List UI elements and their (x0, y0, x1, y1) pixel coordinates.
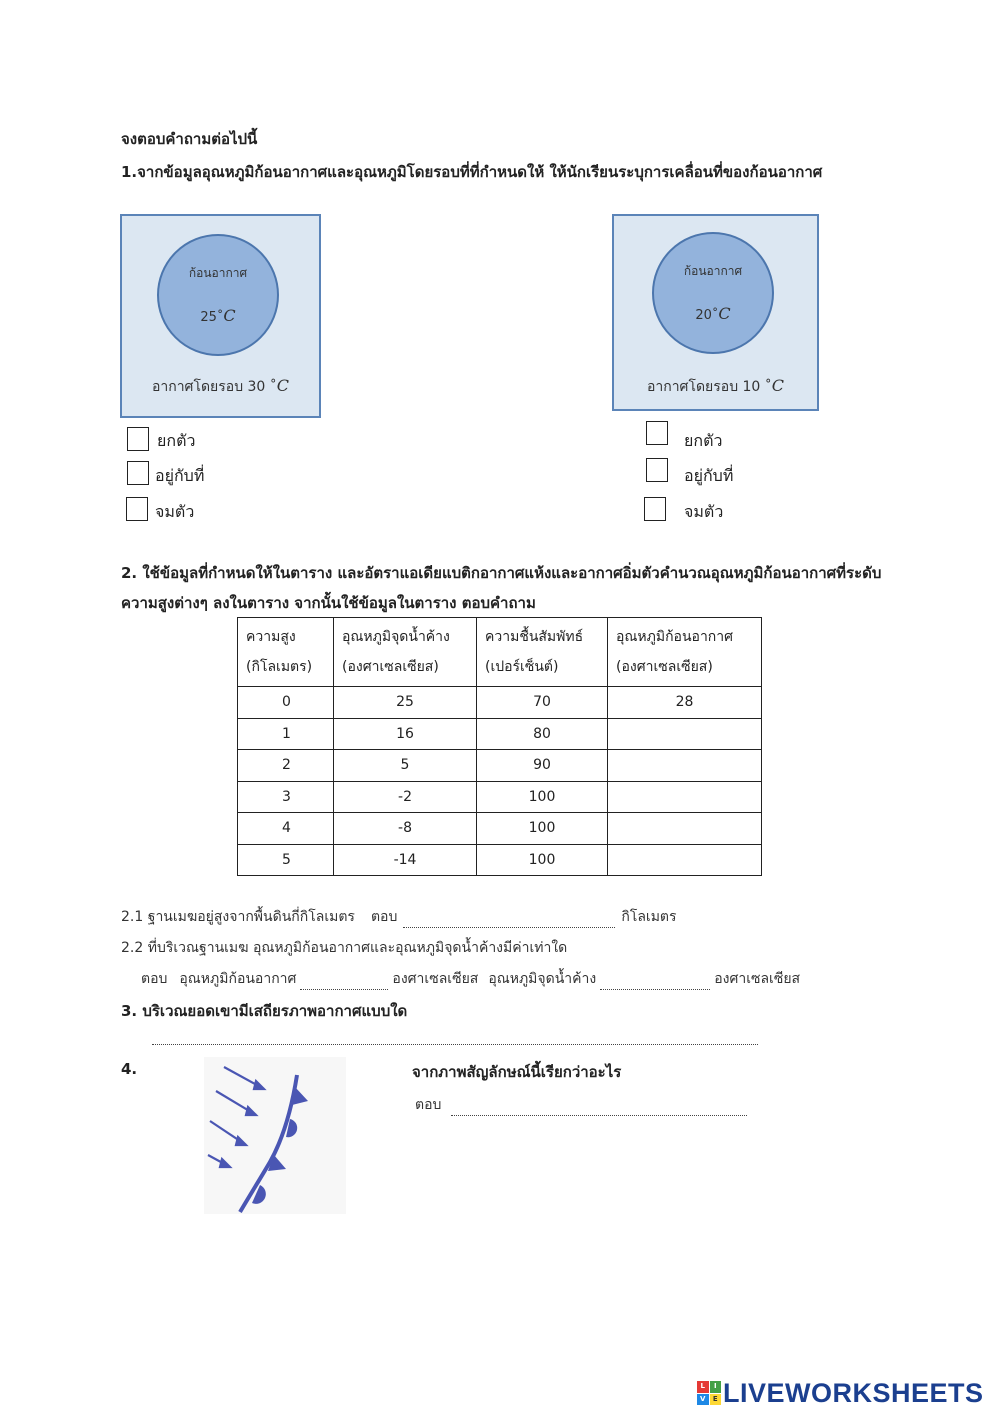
environment-temperature: อากาศโดยรอบ 10 ˚C (646, 376, 785, 395)
option-stay-label: อยู่กับที่ (684, 466, 734, 485)
checkbox-sink-2[interactable] (644, 497, 666, 521)
table-row (238, 750, 762, 782)
header-parcel-temp: อุณหภูมิก้อนอากาศ (องศาเซลเซียส) (608, 618, 762, 687)
header-altitude: ความสูง (กิโลเมตร) (238, 618, 334, 687)
air-parcel-panel-2 (612, 214, 819, 411)
unit-label: กิโลเมตร (621, 909, 677, 925)
air-parcel-circle-2 (652, 232, 774, 354)
air-parcel-panel-1 (120, 214, 321, 418)
checkbox-rise-2[interactable] (646, 421, 668, 445)
option-sink-label: จมตัว (684, 502, 724, 521)
option-rise-label: ยกตัว (684, 431, 723, 450)
question-4-number: 4. (121, 1060, 138, 1078)
liveworksheets-logo[interactable] (697, 1378, 984, 1408)
question-2-2-answer (141, 968, 800, 990)
cold-front-symbol-image (204, 1057, 346, 1214)
unit-label: องศาเซลเซียส (714, 971, 801, 987)
checkbox-stay-1[interactable] (127, 461, 149, 485)
dewpoint-label: อุณหภูมิจุดน้ำค้าง (488, 971, 597, 987)
parcel-temperature: 25˚C (200, 306, 236, 325)
data-table (237, 617, 762, 876)
parcel-label: ก้อนอากาศ (683, 264, 743, 278)
cell-dewpoint: 5 (334, 750, 477, 782)
question-2-text-line1: 2. ใช้ข้อมูลที่กำหนดให้ในตาราง และอัตราแอเดียแบติกอากาศแห้งและอากาศอิ่มตัวคำนวณอุณหภูมิก้อนอากาศที่ระดับ (121, 564, 882, 582)
instructions-title: จงตอบคำถามต่อไปนี้ (121, 130, 258, 148)
weather-front-symbol (204, 1057, 346, 1214)
cell-dewpoint: -8 (334, 813, 477, 845)
table-row (238, 718, 762, 750)
table-row (238, 687, 762, 719)
cell-altitude: 2 (238, 750, 334, 782)
cell-humidity: 100 (477, 813, 608, 845)
option-stay-label: อยู่กับที่ (155, 466, 205, 485)
parcel-temp-label: อุณหภูมิก้อนอากาศ (179, 971, 297, 987)
cell-humidity: 70 (477, 687, 608, 719)
table-header-row (238, 618, 762, 687)
cell-parcel-temp[interactable] (608, 750, 762, 782)
option-sink-label: จมตัว (155, 502, 195, 521)
stability-answer-input[interactable] (152, 1028, 758, 1045)
environment-temperature: อากาศโดยรอบ 30 ˚C (151, 376, 290, 395)
cell-dewpoint: 16 (334, 718, 477, 750)
question-2-text-line2: ความสูงต่างๆ ลงในตาราง จากนั้นใช้ข้อมูลในตาราง ตอบคำถาม (121, 594, 536, 612)
parcel-temperature: 20˚C (695, 304, 731, 323)
parcel-label: ก้อนอากาศ (188, 266, 248, 280)
cell-humidity: 90 (477, 750, 608, 782)
logo-text: LIVEWORKSHEETS (723, 1377, 984, 1408)
cell-altitude: 0 (238, 687, 334, 719)
unit-label: องศาเซลเซียส (392, 971, 479, 987)
table-row (238, 813, 762, 845)
air-parcel-circle-1 (157, 234, 279, 356)
wind-arrows (208, 1067, 264, 1167)
cell-humidity: 100 (477, 781, 608, 813)
parcel-temp-input[interactable] (300, 973, 388, 990)
answer-label: ตอบ (415, 1097, 442, 1113)
checkbox-sink-1[interactable] (126, 497, 148, 521)
answer-label: ตอบ (370, 909, 398, 925)
cell-parcel-temp[interactable] (608, 844, 762, 876)
header-humidity: ความชื้นสัมพัทธ์ (เปอร์เซ็นต์) (477, 618, 608, 687)
question-2-1 (121, 906, 677, 928)
logo-mark-icon: L I V E (697, 1381, 721, 1405)
cell-humidity: 80 (477, 718, 608, 750)
cell-parcel-temp[interactable]: 28 (608, 687, 762, 719)
table-row (238, 844, 762, 876)
question-2-2-text: 2.2 ที่บริเวณฐานเมฆ อุณหภูมิก้อนอากาศและอุณหภูมิจุดน้ำค้างมีค่าเท่าใด (121, 940, 568, 956)
checkbox-rise-1[interactable] (127, 427, 149, 451)
cell-parcel-temp[interactable] (608, 718, 762, 750)
question-1-text: 1.จากข้อมูลอุณหภูมิก้อนอากาศและอุณหภูมิโดยรอบที่ที่กำหนดให้ ให้นักเรียนระบุการเคลื่อนที่ของก้อนอากาศ (121, 163, 823, 181)
cell-dewpoint: -14 (334, 844, 477, 876)
cell-altitude: 3 (238, 781, 334, 813)
cloud-base-height-input[interactable] (403, 911, 615, 928)
table-row (238, 781, 762, 813)
cell-altitude: 1 (238, 718, 334, 750)
cell-altitude: 5 (238, 844, 334, 876)
cell-altitude: 4 (238, 813, 334, 845)
cell-dewpoint: -2 (334, 781, 477, 813)
question-4-text: จากภาพสัญลักษณ์นี้เรียกว่าอะไร (412, 1063, 622, 1081)
dewpoint-input[interactable] (600, 973, 710, 990)
checkbox-stay-2[interactable] (646, 458, 668, 482)
symbol-name-input[interactable] (451, 1099, 747, 1116)
option-rise-label: ยกตัว (157, 431, 196, 450)
front-line (240, 1075, 297, 1212)
header-dewpoint: อุณหภูมิจุดน้ำค้าง (องศาเซลเซียส) (334, 618, 477, 687)
question-3-text: 3. บริเวณยอดเขามีเสถียรภาพอากาศแบบใด (121, 1002, 408, 1020)
question-4-answer (415, 1094, 747, 1116)
cell-dewpoint: 25 (334, 687, 477, 719)
answer-label: ตอบ (141, 971, 168, 987)
cell-parcel-temp[interactable] (608, 813, 762, 845)
question-2-1-text: 2.1 ฐานเมฆอยู่สูงจากพื้นดินกี่กิโลเมตร (121, 909, 355, 925)
cell-humidity: 100 (477, 844, 608, 876)
cell-parcel-temp[interactable] (608, 781, 762, 813)
